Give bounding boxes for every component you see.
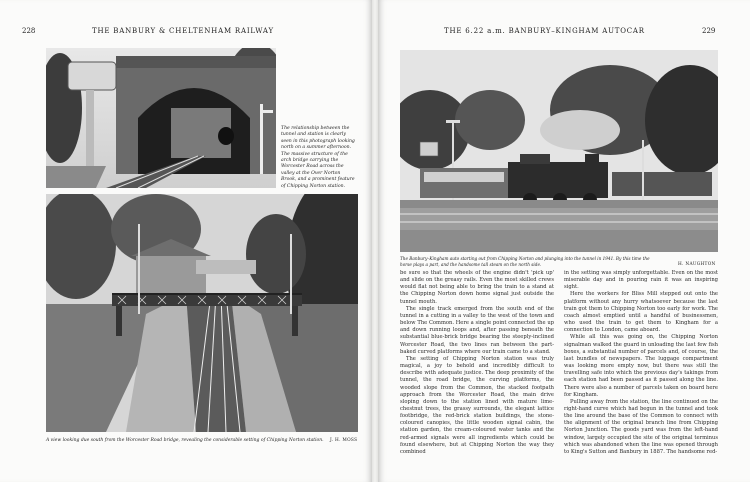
text-column-left — [400, 270, 554, 456]
paragraph: Here the workers for Bliss Mill stepped out onto the platform without any hurry whatsoever because the last train got them to Chipping Norton too early for work. The coach almost emptied until a handful of businessmen, who used the train to get them to Kingham for a connection to London, came aboard. — [564, 291, 718, 334]
paragraph: While all this was going on, the Chipping Norton signalman walked the guard in unloading the last few fish boxes, a substantial number of parcels and, of course, the last bundles of newspapers. The luggage compartment was looking more empty now, but there was still the travelling safe into which the previous day's takings from each station had been passed as it passed along the line. There were also a number of parcels taken on board here for Kingham. — [564, 334, 718, 398]
right-running-head: THE 6.22 a.m. BANBURY–KINGHAM AUTOCAR — [444, 27, 645, 35]
station-view-photo — [46, 194, 358, 432]
left-folio: 228 — [22, 27, 36, 35]
autocar-photo — [400, 50, 718, 252]
paragraph: Pulling away from the station, the line continued on the right-hand curve which had begun in the tunnel and took the line around the base of the Common to connect with the alignment of the original branch line from Chipping Norton Junction. The goods yard was from the left-hand window, largely occupied the site of the original terminus which was abandoned when the line was opened through to King's Sutton and Banbury in 1887. The handsome red- — [564, 398, 718, 455]
autocar-photo-credit: H. NAUGHTON — [678, 262, 716, 267]
paragraph: in the setting was simply unforgettable. Even on the most miserable day and in pouring rain it was an inspiring sight. — [564, 270, 718, 291]
right-page — [378, 0, 750, 482]
station-photo-credit: J. H. MOSS — [330, 438, 358, 443]
tunnel-bridge-photo — [46, 48, 276, 188]
station-photo-caption: A view looking due south from the Worcester Road bridge, revealing the considerable setting of Chipping Norton station. — [46, 438, 324, 443]
paragraph: be sure so that the wheels of the engine didn't 'pick up' and slide on the greasy rails. Even the most skilled crews would flat not being able to bring the train to a stand at the Chipping Norton down home signal just outside the tunnel mouth. — [400, 270, 554, 305]
left-running-head: THE BANBURY & CHELTENHAM RAILWAY — [92, 27, 274, 35]
paragraph: The single track emerged from the south end of the tunnel in a cutting in a valley to the west of the town and below The Common. Here a single point connected the up and down running loops and, after passing beneath the substantial blue-brick bridge bearing the steeply-inclined Worcester Road, the two lines ran between the part-baked curved platforms where our train came to a stand. — [400, 305, 554, 355]
left-page — [0, 0, 372, 482]
text-column-right — [564, 270, 718, 456]
right-folio: 229 — [702, 27, 716, 35]
tunnel-photo-caption: The relationship between the tunnel and station is clearly seen in this photograph looking north on a summer afternoon. The massive structure of the arch bridge carrying the Worcester Road across the valley at the Over Norton Brook, and a prominent feature of Chipping Norton station. — [281, 126, 355, 189]
paragraph: The setting of Chipping Norton station was truly magical, a joy to behold and incredibly difficult to describe with adequate justice. The deep proximity of the tunnel, the road bridge, the curving platforms, the wooded slope from the Common, the stacked footpath approach from the Worcester Road, the main drive sloping down to the station lined with mature lime-chestnut trees, the grassy surrounds, the elegant lattice footbridge, the red-brick station buildings, the stone-coloured canopies, the little wooden signal cabin, the station garden, the cream-coloured water tanks and the red-armed signals were all ingredients which could be found elsewhere, but at Chipping Norton the way they combined — [400, 355, 554, 455]
autocar-photo-caption: The Banbury–Kingham auto starting out from Chipping Norton and plunging into the tunnel in 1941. By this time the horse plays a part, and the handsome tall steam on the north side. — [400, 256, 650, 267]
